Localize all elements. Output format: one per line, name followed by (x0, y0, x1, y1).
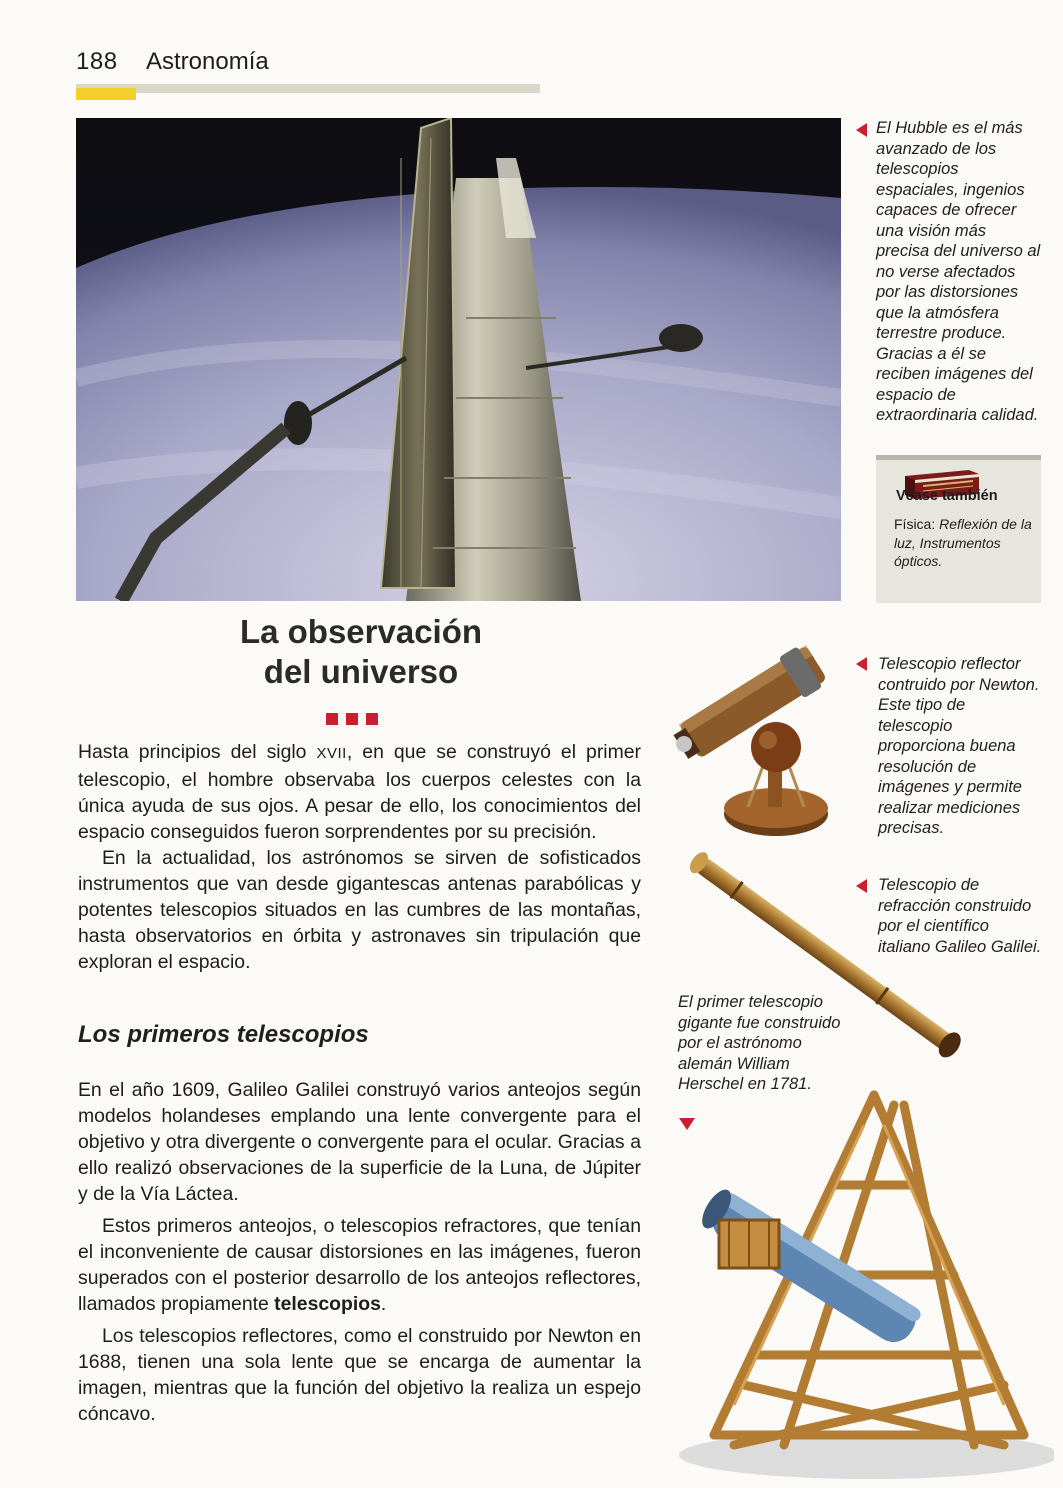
header-rule (76, 84, 540, 93)
heading-ornament (326, 712, 390, 724)
caption-pointer-icon (856, 657, 867, 671)
intro-paragraph-1: Hasta principios del siglo XVII, en que se construyó el primer telescopio, el hombre observaba los cuerpos celestes con la única ayuda de sus ojos. A pesar de ello, los conocimientos del espacio conseguidos fueron sorprendentes por su precisión. (78, 741, 642, 843)
see-also-topics[interactable]: Reflexión de la luz, Instrumentos ópticos. (894, 516, 1032, 569)
see-also-subject: Física: (894, 516, 936, 532)
see-also-rule (876, 455, 1041, 460)
newton-reflector-telescope-image (668, 632, 843, 852)
page-number: 188 (76, 48, 118, 75)
header-accent-bar (76, 88, 136, 100)
section-title: Astronomía (146, 48, 269, 75)
see-also-links (894, 515, 1036, 571)
hubble-caption: El Hubble es el más avanzado de los telescopios espaciales, ingenios capaces de ofrecer una visión más precisa del universo al no verse afectados por las distorsiones que la atmósfera terrestre produce. Gracias a él se reciben imágenes del espacio de extraordinaria calidad. (876, 119, 1041, 424)
refractor-telescope-caption: Telescopio de refracción construido por el científico italiano Galileo Galilei. (878, 876, 1042, 956)
caption-pointer-icon (856, 123, 867, 137)
section-body (78, 1077, 641, 1427)
herschel-giant-telescope-image (674, 1085, 1054, 1485)
section-paragraph-3: Los telescopios reflectores, como el construido por Newton en 1688, tienen una sola lente que se encarga de aumentar la imagen, mientras que la función del objetivo la realiza un espejo cóncavo. (78, 1325, 641, 1425)
caption-pointer-icon (856, 879, 867, 893)
section-heading: Los primeros telescopios (78, 1021, 369, 1048)
main-heading-line-1: La observación (239, 613, 483, 650)
section-paragraph-2: Estos primeros anteojos, o telescopios refractores, que tenían el inconveniente de causar distorsiones en las imágenes, fueron superados con el posterior desarrollo de los anteojos reflectores, llamados propiamente telescopios. (78, 1215, 641, 1315)
see-also-title: Véase también (896, 488, 998, 504)
intro-paragraph-2: En la actualidad, los astrónomos se sirven de sofisticados instrumentos que van desde gigantescas antenas parabólicas y potentes telescopios situados en las cumbres de las montañas, hasta observatorios en órbita y astronaves sin tripulación que exploran el espacio. (78, 847, 641, 973)
main-heading (196, 612, 526, 692)
hubble-telescope-photo (76, 118, 841, 601)
reflector-telescope-caption: Telescopio reflector contruido por Newton. Este tipo de telescopio proporciona buena resolución de imágenes y permite realizar mediciones precisas. (878, 655, 1040, 837)
herschel-telescope-caption: El primer telescopio gigante fue construido por el astrónomo alemán William Herschel en 1781. (678, 993, 841, 1093)
hubble-photo-illustration (76, 118, 841, 601)
section-paragraph-1: En el año 1609, Galileo Galilei construyó varios anteojos según modelos holandeses emplando una lente convergente para el objetivo y otra divergente o convergente para el ocular. Gracias a ello realizó observaciones de la superficie de la Luna, de Júpiter y de la Vía Láctea. (78, 1079, 641, 1205)
main-heading-line-2: del universo (263, 653, 459, 690)
intro-text (78, 739, 641, 975)
